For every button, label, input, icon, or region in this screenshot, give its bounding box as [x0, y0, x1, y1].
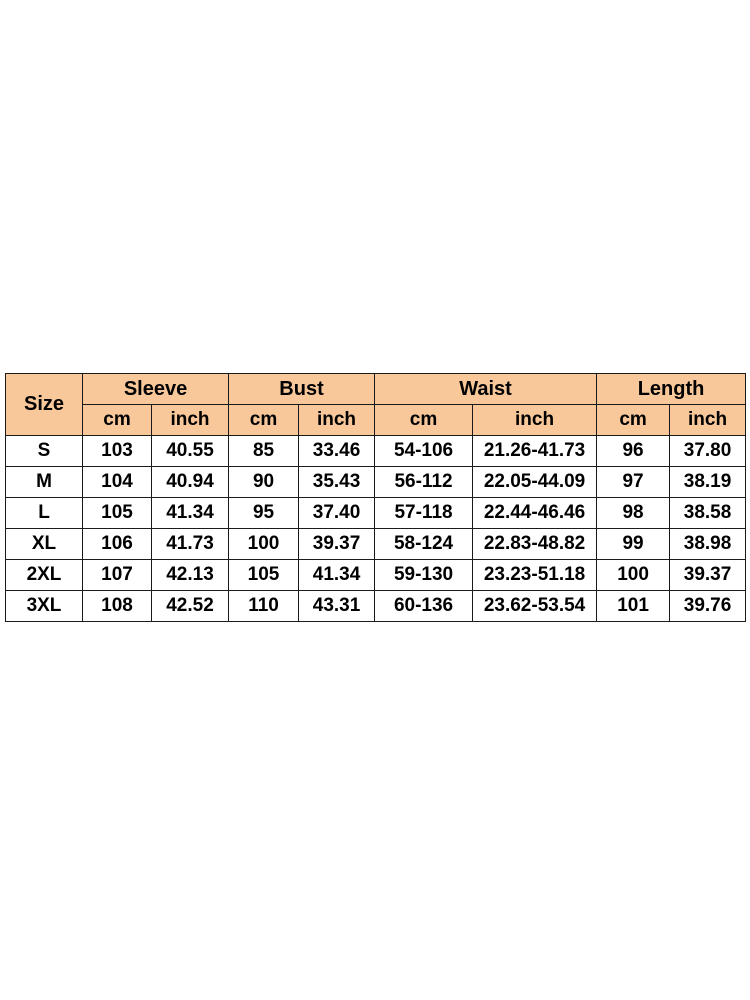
waist-cm-cell: 54-106: [375, 436, 473, 467]
sleeve-cm-cell: 105: [83, 498, 152, 529]
bust-cm-cell: 110: [229, 591, 299, 622]
waist-cm-cell: 56-112: [375, 467, 473, 498]
length-group-header: Length: [597, 374, 746, 405]
table-row: [6, 591, 746, 622]
bust-cm-cell: 100: [229, 529, 299, 560]
size-cell: 3XL: [6, 591, 83, 622]
size-chart-table: [5, 373, 746, 622]
table-row: [6, 560, 746, 591]
waist-cm-cell: 60-136: [375, 591, 473, 622]
length-inch-cell: 39.37: [670, 560, 746, 591]
waist-inch-cell: 21.26-41.73: [473, 436, 597, 467]
length-inch-cell: 38.58: [670, 498, 746, 529]
size-cell: L: [6, 498, 83, 529]
sleeve-inch-cell: 42.52: [152, 591, 229, 622]
bust-cm-cell: 85: [229, 436, 299, 467]
sleeve-inch-cell: 40.55: [152, 436, 229, 467]
length-cm-cell: 97: [597, 467, 670, 498]
waist-inch-cell: 22.44-46.46: [473, 498, 597, 529]
sleeve-cm-header: cm: [83, 405, 152, 436]
bust-inch-header: inch: [299, 405, 375, 436]
waist-inch-header: inch: [473, 405, 597, 436]
length-inch-cell: 37.80: [670, 436, 746, 467]
table-row: [6, 436, 746, 467]
length-inch-cell: 39.76: [670, 591, 746, 622]
sleeve-group-header: Sleeve: [83, 374, 229, 405]
length-inch-cell: 38.98: [670, 529, 746, 560]
waist-cm-cell: 59-130: [375, 560, 473, 591]
size-column-header: Size: [6, 374, 83, 436]
bust-group-header: Bust: [229, 374, 375, 405]
group-header-row: [6, 374, 746, 405]
table-row: [6, 529, 746, 560]
sleeve-inch-cell: 41.73: [152, 529, 229, 560]
sleeve-inch-cell: 42.13: [152, 560, 229, 591]
table-row: [6, 467, 746, 498]
bust-inch-cell: 39.37: [299, 529, 375, 560]
bust-inch-cell: 33.46: [299, 436, 375, 467]
length-inch-cell: 38.19: [670, 467, 746, 498]
sleeve-cm-cell: 104: [83, 467, 152, 498]
waist-inch-cell: 23.62-53.54: [473, 591, 597, 622]
waist-inch-cell: 23.23-51.18: [473, 560, 597, 591]
length-cm-cell: 99: [597, 529, 670, 560]
waist-cm-header: cm: [375, 405, 473, 436]
sleeve-inch-header: inch: [152, 405, 229, 436]
size-cell: 2XL: [6, 560, 83, 591]
waist-inch-cell: 22.05-44.09: [473, 467, 597, 498]
bust-cm-cell: 90: [229, 467, 299, 498]
length-cm-header: cm: [597, 405, 670, 436]
bust-inch-cell: 37.40: [299, 498, 375, 529]
sleeve-cm-cell: 108: [83, 591, 152, 622]
sleeve-inch-cell: 40.94: [152, 467, 229, 498]
size-cell: S: [6, 436, 83, 467]
sleeve-cm-cell: 103: [83, 436, 152, 467]
waist-inch-cell: 22.83-48.82: [473, 529, 597, 560]
size-cell: M: [6, 467, 83, 498]
bust-cm-header: cm: [229, 405, 299, 436]
table-row: [6, 498, 746, 529]
sleeve-cm-cell: 107: [83, 560, 152, 591]
bust-inch-cell: 41.34: [299, 560, 375, 591]
bust-inch-cell: 35.43: [299, 467, 375, 498]
bust-cm-cell: 105: [229, 560, 299, 591]
length-cm-cell: 96: [597, 436, 670, 467]
length-cm-cell: 98: [597, 498, 670, 529]
length-cm-cell: 100: [597, 560, 670, 591]
waist-group-header: Waist: [375, 374, 597, 405]
unit-header-row: [6, 405, 746, 436]
waist-cm-cell: 57-118: [375, 498, 473, 529]
length-cm-cell: 101: [597, 591, 670, 622]
waist-cm-cell: 58-124: [375, 529, 473, 560]
sleeve-inch-cell: 41.34: [152, 498, 229, 529]
sleeve-cm-cell: 106: [83, 529, 152, 560]
length-inch-header: inch: [670, 405, 746, 436]
bust-inch-cell: 43.31: [299, 591, 375, 622]
size-cell: XL: [6, 529, 83, 560]
bust-cm-cell: 95: [229, 498, 299, 529]
